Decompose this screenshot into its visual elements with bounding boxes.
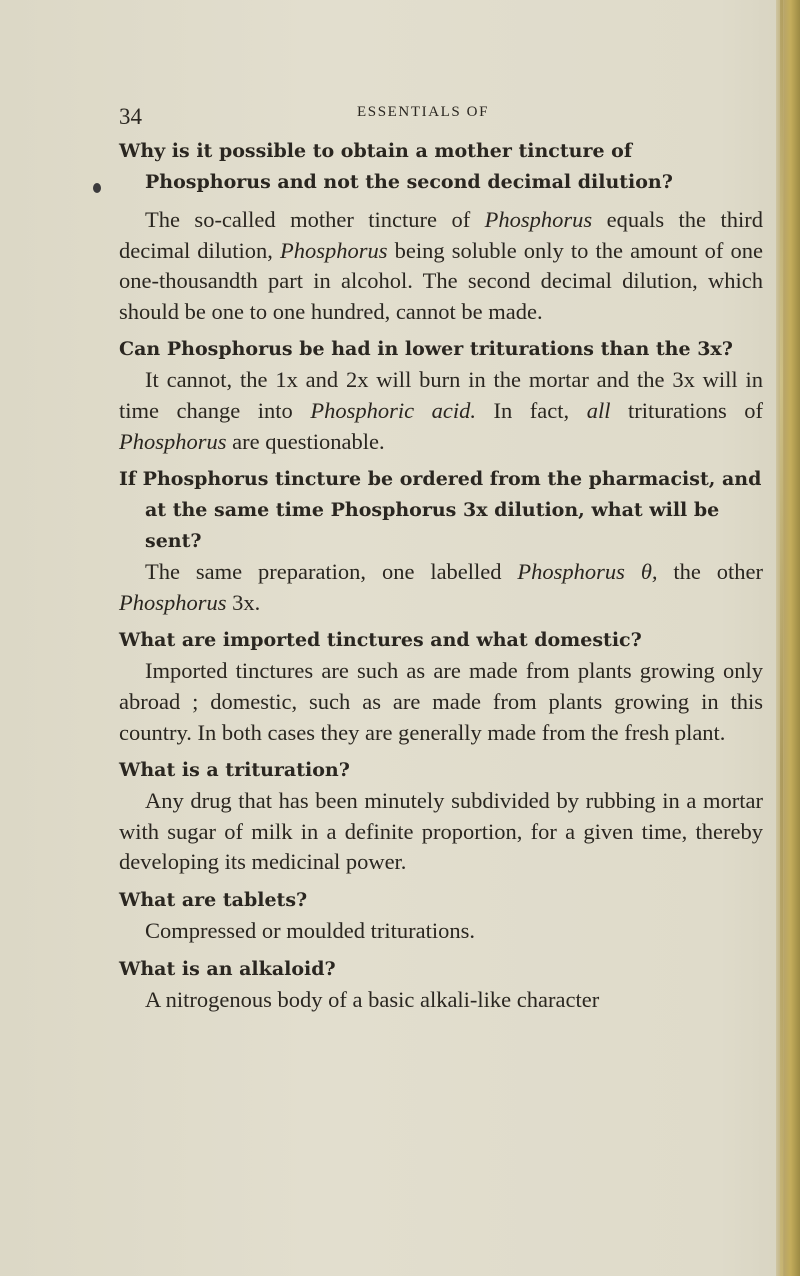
book-spine-edge <box>776 0 800 1276</box>
answer-4: Imported tinctures are such as are made from plants growing only abroad ; domestic, such as are made from plants growing in this country. In both cases they are generally made from the fresh plant. <box>119 658 763 745</box>
answer-5: Any drug that has been minutely subdivided by rubbing in a mortar with sugar of milk in a definite proportion, for a given time, thereby developing its medicinal power. <box>119 788 763 875</box>
running-head: ESSENTIALS OF <box>357 104 490 120</box>
question-5: What is a trituration? <box>119 759 350 782</box>
question-2: Can Phosphorus be had in lower triturations than the 3x? <box>119 338 733 361</box>
question-3: If Phosphorus tincture be ordered from the pharmacist, and at the same time Phosphorus 3x dilution, what will be sent? <box>119 468 762 553</box>
answer-1: The so-called mother tincture of Phosphorus equals the third decimal dilution, Phosphorus being soluble only to the amount of one one-thousandth part in alcohol. The second decimal dilution, which should be one to one hundred, cannot be made. <box>119 207 763 324</box>
answer-7: A nitrogenous body of a basic alkali-like character <box>145 986 600 1012</box>
answer-6: Compressed or moulded triturations. <box>145 917 475 943</box>
page-body <box>119 136 763 1015</box>
question-1: Why is it possible to obtain a mother tincture of Phosphorus and not the second decimal dilution? <box>119 140 673 193</box>
answer-2: It cannot, the 1x and 2x will burn in the mortar and the 3x will in time change into Phosphoric acid. In fact, all triturations of Phosphorus are questionable. <box>119 367 764 454</box>
page-number: 34 <box>119 104 142 129</box>
answer-3: The same preparation, one labelled Phosphorus θ, the other Phosphorus 3x. <box>119 559 763 615</box>
margin-ink-dot <box>93 183 101 193</box>
question-4: What are imported tinctures and what domestic? <box>119 629 642 652</box>
question-7: What is an alkaloid? <box>119 957 336 980</box>
question-6: What are tablets? <box>119 888 308 911</box>
page-header <box>119 104 759 134</box>
